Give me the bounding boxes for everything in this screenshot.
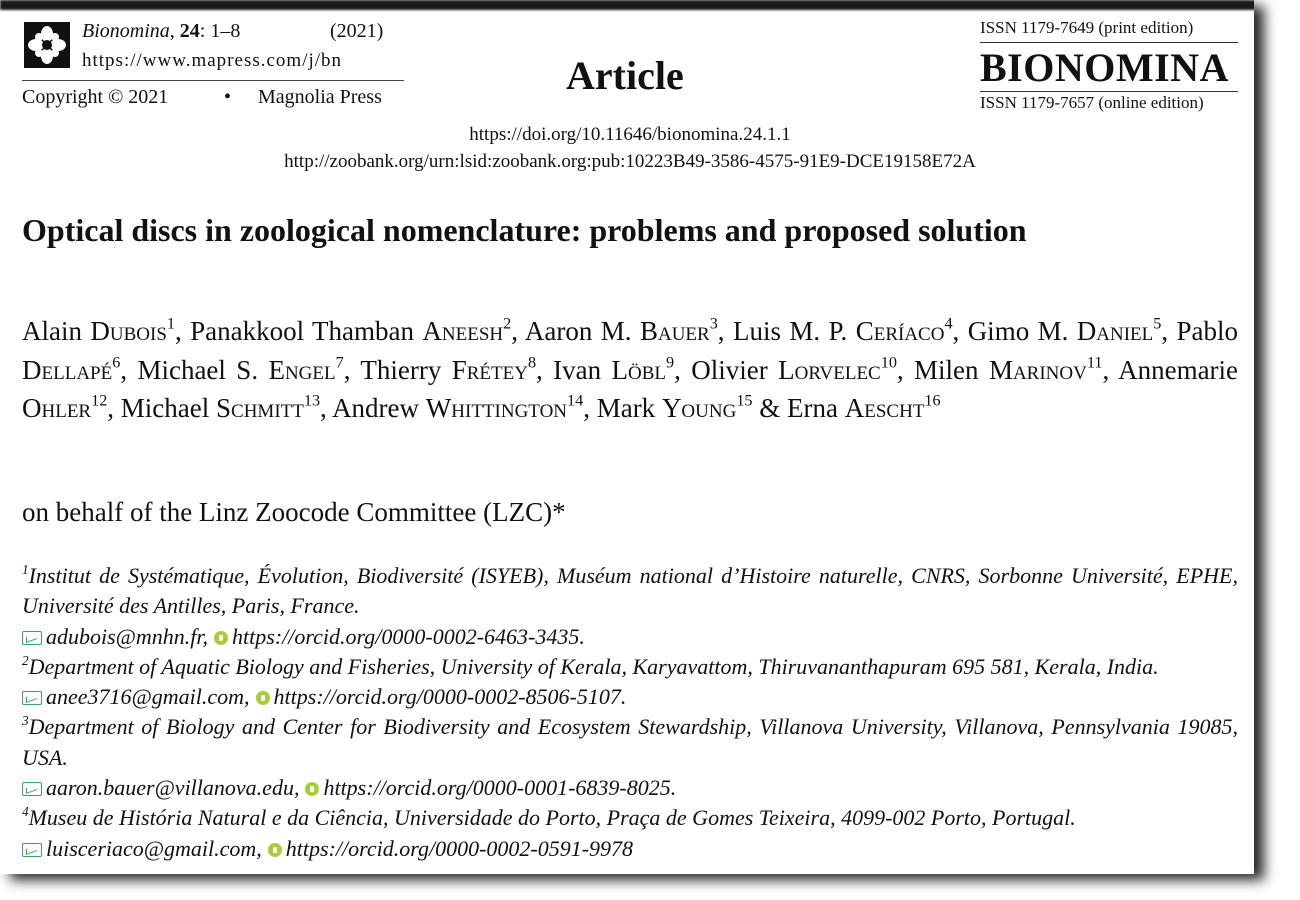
author-name: [597, 393, 753, 423]
orcid-icon: [268, 843, 282, 857]
author-family-name: Marinov: [988, 354, 1087, 385]
author-given-name: Annemarie: [1118, 354, 1239, 385]
author-family-name: Aescht: [844, 393, 925, 423]
author-given-name: Michael: [120, 393, 217, 423]
email-icon: [22, 691, 42, 705]
orcid-link[interactable]: https://orcid.org/0000-0002-0591-9978: [285, 835, 634, 861]
author-email-link[interactable]: anee3716@gmail.com,: [46, 684, 250, 710]
author-given-name: Erna: [787, 393, 845, 423]
author-name: [914, 355, 1102, 385]
zoobank-link[interactable]: http://zoobank.org/urn:lsid:zoobank.org:pub:10223B49-3586-4575-91E9-DCE19158E72A: [284, 151, 976, 172]
author-name: [190, 316, 511, 346]
author-name: [733, 316, 953, 346]
journal-url[interactable]: https://www.mapress.com/j/bn: [82, 50, 343, 71]
author-family-name: Löbl: [611, 354, 667, 385]
author-email-link[interactable]: luisceriaco@gmail.com,: [46, 835, 262, 861]
author-given-name: Aaron M.: [524, 316, 640, 346]
author-given-name: Thierry: [360, 354, 452, 385]
author-name: [332, 393, 583, 423]
affiliation-text: [22, 561, 1238, 622]
affiliation-address: Department of Aquatic Biology and Fisheries, University of Kerala, Karyavattom, Thiruvananthapuram 695 581, Kerala, India.: [28, 653, 1159, 679]
orcid-icon: [256, 691, 270, 705]
email-icon: [22, 843, 42, 857]
author-list: Alain Dubois$^1$, Panakkool Thamban Aneesh$^2$, Aaron M. Bauer$^3$, Luis M. P. Ceríaco$^4$, Gimo M. Daniel$^5$, Pablo Dellapé$^6$, Michael S. Engel$^7$, Thierry Frétey$^8$, Ivan Löbl$^9$, Olivier Lorvelec$^{10}$, Milen Marinov$^{11}$, Annemarie Ohler$^{12}$, Michael Schmitt$^{13}$, Andrew Whittington$^{14}$, Mark Young$^{15}$ & Erna Aescht$^{16}$: [22, 314, 1239, 423]
affiliation-marker: 2: [22, 652, 29, 668]
author-affiliation-marker: 16: [924, 391, 941, 410]
author-family-name: Ohler: [22, 393, 92, 423]
issn-divider-top: [980, 42, 1238, 43]
author-affiliation-marker: 15: [736, 391, 753, 410]
journal-logo: [24, 22, 70, 68]
author-family-name: Aneesh: [422, 316, 504, 346]
author-given-name: Gimo M.: [967, 316, 1077, 346]
orcid-icon: [214, 631, 228, 645]
orcid-link[interactable]: https://orcid.org/0000-0001-6839-8025.: [323, 775, 677, 801]
copyright: Copyright © 2021: [22, 86, 169, 108]
email-icon: [22, 782, 42, 796]
author-family-name: Young: [661, 393, 737, 423]
affiliation-list: [22, 561, 1238, 864]
header-divider: [22, 80, 404, 81]
affiliation-contact: [22, 834, 1238, 864]
author-affiliation-marker: 7: [335, 353, 344, 372]
author-given-name: Milen: [914, 354, 989, 385]
author-name: [525, 316, 718, 346]
author-name: [137, 355, 343, 385]
author-affiliation-marker: 9: [666, 353, 675, 372]
author-name: [787, 393, 941, 423]
affiliation-marker: 3: [22, 713, 29, 729]
issn-print: ISSN 1179-7649 (print edition): [980, 18, 1194, 37]
issn-divider-bottom: [980, 91, 1238, 92]
journal-citation: Bionomina, 24: 1–8 (2021): [82, 20, 384, 42]
author-family-name: Frétey: [451, 354, 528, 385]
affiliation-marker: 4: [22, 804, 29, 820]
author-affiliation-marker: 3: [709, 314, 718, 333]
journal-year: (2021): [330, 20, 384, 42]
doi-link[interactable]: https://doi.org/10.11646/bionomina.24.1.1: [469, 124, 791, 145]
author-affiliation-marker: 6: [112, 353, 121, 372]
journal-name: Bionomina: [82, 20, 170, 42]
author-family-name: Engel: [268, 354, 336, 385]
affiliation-address: Department of Biology and Center for Biodiversity and Ecosystem Stewardship, Villanova University, Villanova, Pennsylvania 19085, USA.: [22, 714, 1238, 770]
author-affiliation-marker: 10: [880, 353, 897, 372]
author-given-name: Michael S.: [137, 354, 269, 385]
author-email-link[interactable]: adubois@mnhn.fr,: [46, 623, 209, 649]
author-name: [553, 355, 674, 385]
author-affiliation-marker: 2: [503, 314, 512, 333]
affiliation-contact: [22, 682, 1238, 712]
affiliation-contact: [22, 622, 1238, 652]
author-family-name: Bauer: [639, 316, 710, 346]
affiliation-address: Museu de História Natural e da Ciência, Universidade do Porto, Praça de Gomes Teixeira, 4099-002 Porto, Portugal.: [28, 805, 1076, 831]
author-family-name: Daniel: [1076, 316, 1154, 346]
affiliation-text: [22, 712, 1238, 773]
top-border: [0, 0, 1254, 10]
affiliation-address: Institut de Systématique, Évolution, Biodiversité (ISYEB), Muséum national d’Histoire naturelle, CNRS, Sorbonne Université, EPHE, Université des Antilles, Paris, France.: [22, 563, 1238, 619]
author-name: [22, 316, 175, 346]
journal-volume: 24: [179, 20, 200, 42]
author-family-name: Schmitt: [216, 393, 304, 423]
author-name: [121, 393, 320, 423]
author-name: [360, 355, 536, 385]
affiliation-contact: [22, 773, 1238, 803]
author-affiliation-marker: 14: [567, 391, 584, 410]
on-behalf-line: on behalf of the Linz Zoocode Committee (LZC)*: [22, 497, 566, 527]
author-affiliation-marker: 4: [944, 314, 953, 333]
author-affiliation-marker: 13: [303, 391, 321, 410]
publisher-name: Magnolia Press: [258, 86, 382, 108]
author-given-name: Luis M. P.: [732, 316, 856, 346]
affiliation-text: [22, 652, 1238, 682]
author-given-name: Ivan: [553, 354, 612, 385]
affiliation-marker: 1: [22, 561, 29, 577]
affiliation-text: [22, 803, 1238, 833]
orcid-icon: [305, 782, 319, 796]
issn-online: ISSN 1179-7657 (online edition): [980, 93, 1204, 112]
author-family-name: Dellapé: [22, 354, 113, 385]
author-affiliation-marker: 11: [1086, 353, 1103, 372]
author-name: [691, 355, 897, 385]
orcid-link[interactable]: https://orcid.org/0000-0002-6463-3435.: [232, 623, 585, 649]
author-name: [968, 316, 1162, 346]
email-icon: [22, 631, 42, 645]
author-given-name: Pablo: [1176, 316, 1239, 346]
author-affiliation-marker: 8: [527, 353, 537, 372]
author-affiliation-marker: 5: [1153, 314, 1162, 333]
journal-brand: BIONOMINA: [980, 45, 1229, 90]
author-family-name: Whittington: [425, 393, 568, 423]
author-given-name: Panakkool Thamban: [190, 316, 423, 346]
author-family-name: Ceríaco: [855, 316, 945, 346]
author-family-name: Dubois: [90, 316, 167, 346]
author-family-name: Lorvelec: [778, 354, 881, 385]
author-affiliation-marker: 1: [166, 314, 175, 333]
author-given-name: Mark: [596, 393, 662, 423]
author-affiliation-marker: 12: [91, 391, 108, 410]
article-type-label: Article: [566, 53, 684, 98]
paper-title: Optical discs in zoological nomenclature: problems and proposed solution: [22, 212, 1027, 248]
orcid-link[interactable]: https://orcid.org/0000-0002-8506-5107.: [273, 684, 627, 710]
journal-pages: : 1–8: [199, 20, 241, 42]
author-given-name: Olivier: [691, 354, 779, 385]
bullet-separator: •: [224, 86, 232, 108]
author-given-name: Alain: [22, 316, 91, 346]
author-given-name: Andrew: [332, 393, 426, 423]
author-email-link[interactable]: aaron.bauer@villanova.edu,: [46, 775, 300, 801]
